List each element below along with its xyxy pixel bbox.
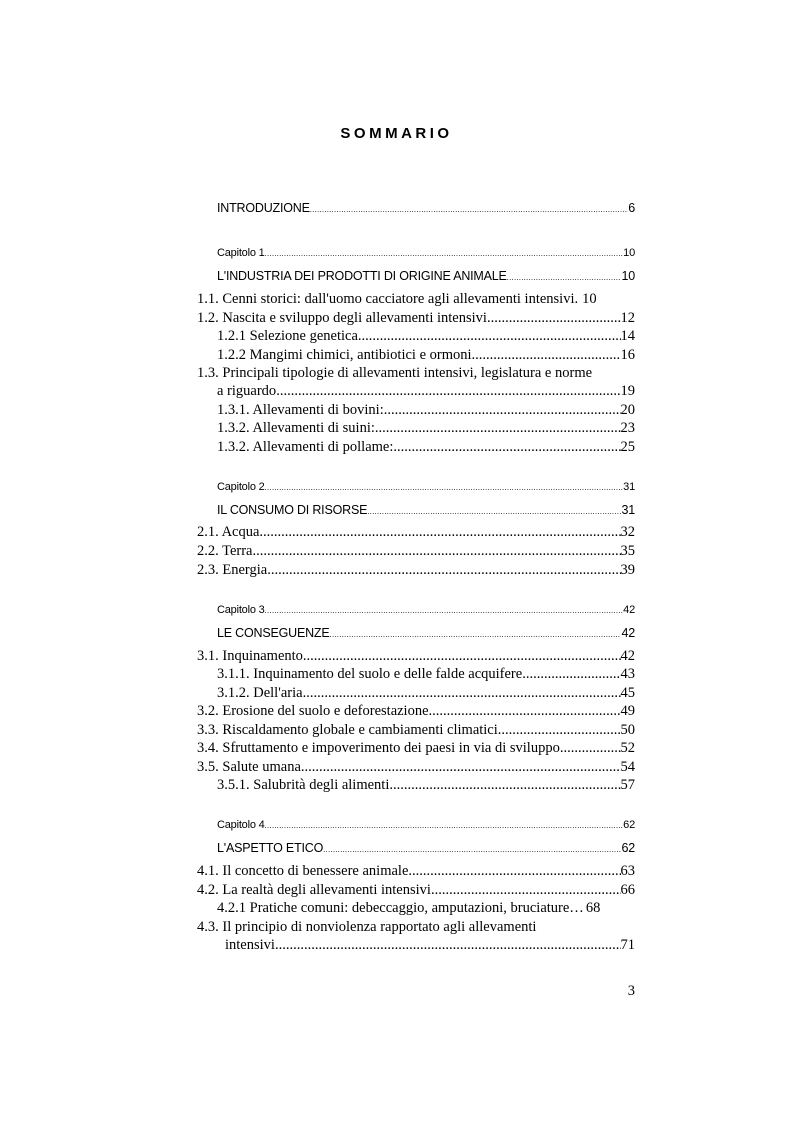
toc-dot-leader <box>429 703 621 720</box>
toc-entry-page: 14 <box>620 328 635 344</box>
toc-entry[interactable] <box>217 685 635 702</box>
toc-entry[interactable] <box>197 863 635 880</box>
toc-entry-title: Capitolo 3 <box>217 604 265 616</box>
toc-entry-page: 52 <box>620 740 635 756</box>
toc-entry[interactable] <box>197 365 637 382</box>
toc-entry[interactable] <box>197 524 635 541</box>
toc-entry-page: 50 <box>620 722 635 738</box>
toc-entry-page: 16 <box>620 347 635 363</box>
toc-dot-leader <box>522 666 620 683</box>
toc-entry-page: 42 <box>621 626 635 640</box>
page-number: 3 <box>627 983 635 999</box>
toc-entry[interactable] <box>197 759 635 776</box>
toc-dot-leader <box>560 740 621 757</box>
toc-chapter-label[interactable] <box>217 819 635 831</box>
toc-entry-title: L'ASPETTO ETICO <box>217 841 324 855</box>
toc-dot-leader <box>265 606 624 615</box>
toc-entry-page: 10 <box>582 291 597 307</box>
toc-entry-title: 3.5. Salute umana <box>197 759 301 775</box>
toc-entry[interactable] <box>217 777 635 794</box>
toc-entry-title: Capitolo 4 <box>217 819 265 831</box>
toc-dot-leader <box>389 777 620 794</box>
toc-entry-page: 19 <box>620 383 635 399</box>
toc-entry-title: 3.1.1. Inquinamento del suolo e delle falde acquifere <box>217 666 523 682</box>
toc-dot-leader <box>472 347 621 364</box>
toc-entry[interactable] <box>217 439 635 456</box>
toc-chapter-title[interactable] <box>217 626 635 640</box>
toc-entry-page: 6 <box>628 201 635 215</box>
toc-dot-leader <box>431 882 621 899</box>
toc-entry-page: 57 <box>620 777 635 793</box>
toc-dot-leader <box>265 249 624 258</box>
page-title: SOMMARIO <box>340 125 453 142</box>
toc-chapter-label[interactable] <box>217 481 635 493</box>
toc-entry[interactable] <box>197 703 635 720</box>
toc-dot-leader <box>367 507 621 516</box>
toc-entry-title: 1.3.1. Allevamenti di bovini: <box>217 402 384 418</box>
toc-entry-title: IL CONSUMO DI RISORSE <box>217 503 368 517</box>
toc-entry[interactable] <box>217 900 635 917</box>
toc-entry-title: 3.5.1. Salubrità degli alimenti <box>217 777 390 793</box>
toc-entry-title: 3.3. Riscaldamento globale e cambiamenti climatici <box>197 722 498 738</box>
toc-dot-leader <box>267 562 620 579</box>
toc-entry-title: INTRODUZIONE <box>217 201 310 215</box>
toc-dot-leader <box>408 863 620 880</box>
toc-entry-title: a riguardo <box>217 383 277 399</box>
toc-entry-title: L'INDUSTRIA DEI PRODOTTI DI ORIGINE ANIMALE <box>217 269 507 283</box>
toc-entry-page: 71 <box>620 937 635 953</box>
toc-dot-leader <box>276 383 620 400</box>
toc-entry[interactable] <box>197 648 635 665</box>
toc-entry[interactable] <box>217 666 635 683</box>
toc-entry-continuation[interactable] <box>217 383 635 400</box>
toc-entry[interactable] <box>197 543 635 560</box>
toc-entry-title: 2.2. Terra <box>197 543 253 559</box>
toc-entry-page: 39 <box>620 562 635 578</box>
toc-entry-page: 20 <box>620 402 635 418</box>
toc-entry-title: 4.2.1 Pratiche comuni: debeccaggio, amputazioni, bruciature… <box>217 900 584 916</box>
toc-entry-page: 45 <box>620 685 635 701</box>
toc-entry-page: 68 <box>585 900 601 916</box>
toc-entry[interactable] <box>217 201 635 215</box>
toc-entry-page: 49 <box>620 703 635 719</box>
toc-entry-page: 63 <box>620 863 635 879</box>
toc-entry-title: 1.2. Nascita e sviluppo degli allevamenti intensivi <box>197 310 487 326</box>
toc-entry-page: 66 <box>620 882 635 898</box>
toc-dot-leader <box>253 543 621 560</box>
toc-entry[interactable] <box>197 722 635 739</box>
toc-entry-title: 3.2. Erosione del suolo e deforestazione <box>197 703 429 719</box>
toc-entry[interactable] <box>217 328 635 345</box>
toc-dot-leader <box>303 648 621 665</box>
toc-entry-title: 4.3. Il principio di nonviolenza rapportato agli allevamenti <box>197 919 537 935</box>
toc-entry-page: 25 <box>620 439 635 455</box>
toc-entry[interactable] <box>197 291 635 308</box>
toc-chapter-title[interactable] <box>217 841 635 855</box>
toc-entry-title: 1.2.1 Selezione genetica <box>217 328 358 344</box>
toc-dot-leader <box>498 722 621 739</box>
toc-entry-page: 42 <box>623 604 635 616</box>
toc-dot-leader <box>507 273 622 282</box>
toc-chapter-title[interactable] <box>217 269 635 283</box>
toc-entry-page: 31 <box>623 481 635 493</box>
toc-entry[interactable] <box>217 420 635 437</box>
toc-dot-leader <box>330 630 622 639</box>
toc-dot-leader <box>259 524 620 541</box>
toc-entry-title: 1.3. Principali tipologie di allevamenti intensivi, legislatura e norme <box>197 365 593 381</box>
toc-dot-leader <box>275 937 621 954</box>
toc-entry-title: Capitolo 2 <box>217 481 265 493</box>
toc-entry-page: 31 <box>621 503 635 517</box>
toc-dot-leader <box>303 685 621 702</box>
toc-entry-page: 23 <box>620 420 635 436</box>
toc-entry-page: 43 <box>620 666 635 682</box>
toc-dot-leader <box>384 402 621 419</box>
toc-entry[interactable] <box>197 919 635 936</box>
toc-entry-page: 32 <box>620 524 635 540</box>
toc-entry[interactable] <box>197 562 635 579</box>
toc-entry-page: 54 <box>620 759 635 775</box>
toc-entry-page: 62 <box>623 819 635 831</box>
toc-entry-title: 2.1. Acqua <box>197 524 260 540</box>
toc-entry-title: 1.2.2 Mangimi chimici, antibiotici e ormoni <box>217 347 472 363</box>
toc-entry-page: 12 <box>620 310 635 326</box>
toc-entry-title: 3.1.2. Dell'aria <box>217 685 303 701</box>
toc-entry-title: 1.3.2. Allevamenti di suini: <box>217 420 375 436</box>
toc-dot-leader <box>265 483 624 492</box>
toc-dot-leader <box>393 439 620 456</box>
toc-entry-title: LE CONSEGUENZE <box>217 626 330 640</box>
toc-entry[interactable] <box>197 740 635 757</box>
toc-entry-title: 1.1. Cenni storici: dall'uomo cacciatore agli allevamenti intensivi. <box>197 291 579 307</box>
toc-chapter-label[interactable] <box>217 604 635 616</box>
toc-entry[interactable] <box>197 882 635 899</box>
toc-entry-page: 42 <box>620 648 635 664</box>
toc-entry-title: Capitolo 1 <box>217 247 265 259</box>
toc-dot-leader <box>358 328 621 345</box>
toc-entry-page: 10 <box>623 247 635 259</box>
toc-entry-continuation[interactable] <box>225 937 635 954</box>
toc-entry-title: 3.1. Inquinamento <box>197 648 303 664</box>
toc-dot-leader <box>323 845 621 854</box>
toc-dot-leader <box>375 420 621 437</box>
toc-entry-page: 10 <box>621 269 635 283</box>
toc-dot-leader <box>487 310 621 327</box>
toc-entry-title: 2.3. Energia <box>197 562 268 578</box>
toc-dot-leader <box>310 205 628 214</box>
toc-entry-title: 4.2. La realtà degli allevamenti intensivi <box>197 882 431 898</box>
toc-entry-page: 62 <box>621 841 635 855</box>
toc-entry[interactable] <box>197 310 635 327</box>
toc-entry-title: intensivi <box>225 937 275 953</box>
toc-entry[interactable] <box>217 347 635 364</box>
toc-entry[interactable] <box>217 402 635 419</box>
toc-entry-title: 4.1. Il concetto di benessere animale <box>197 863 409 879</box>
toc-entry-title: 1.3.2. Allevamenti di pollame: <box>217 439 394 455</box>
toc-dot-leader <box>301 759 621 776</box>
toc-chapter-label[interactable] <box>217 247 635 259</box>
toc-dot-leader <box>265 821 624 830</box>
toc-chapter-title[interactable] <box>217 503 635 517</box>
toc-entry-page: 35 <box>620 543 635 559</box>
toc-entry-title: 3.4. Sfruttamento e impoverimento dei paesi in via di sviluppo <box>197 740 560 756</box>
